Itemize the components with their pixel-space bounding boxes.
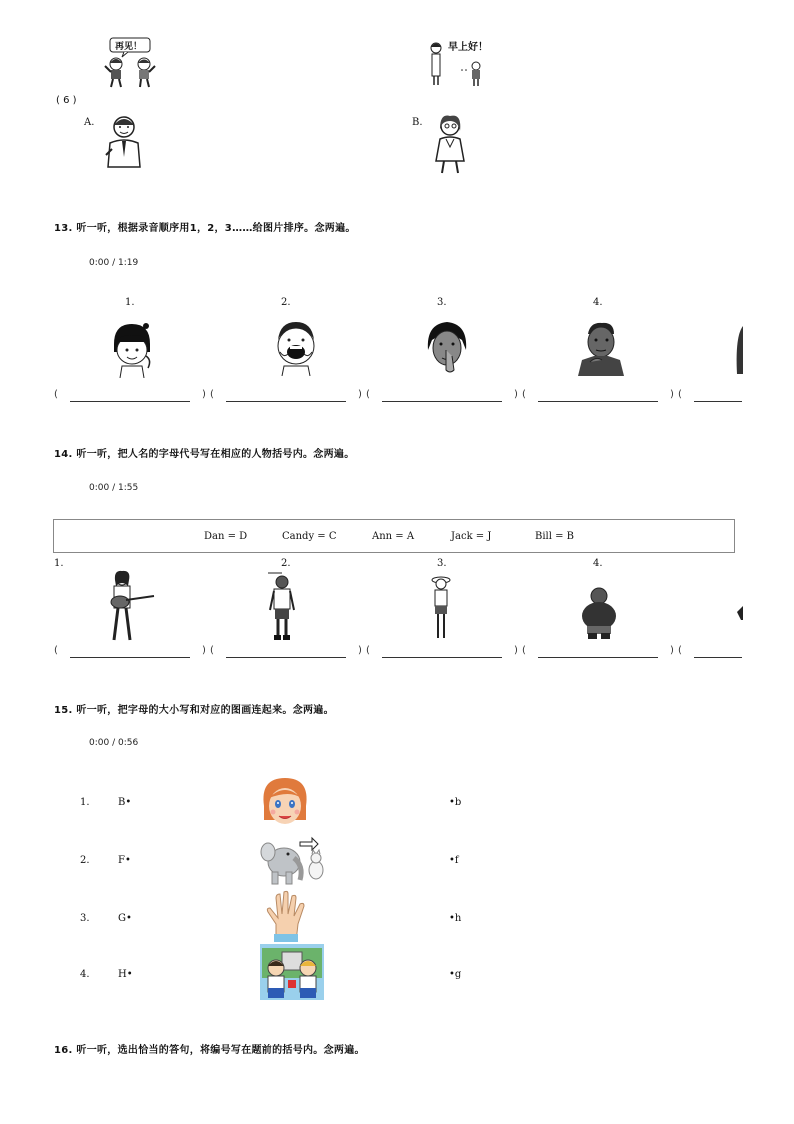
q13-paren-open-5: ( [678, 389, 682, 400]
q14-paren-open-1: ( [54, 645, 58, 656]
q14-paren-close-2: ) [358, 645, 362, 656]
q13-paren-open-3: ( [366, 389, 370, 400]
q14-paren-open-2: ( [210, 645, 214, 656]
q13-audio-player[interactable]: 0:00 / 1:19 [89, 258, 139, 268]
q14-name-candy: Candy = C [282, 531, 337, 542]
q15-row-4-upper[interactable]: H• [118, 969, 133, 980]
q15-row-1-lower[interactable]: •b [449, 797, 462, 808]
q15-row-4-number: 4. [80, 969, 90, 980]
q15-row-1-number: 1. [80, 797, 90, 808]
q13-picture-woman-nose [424, 320, 470, 376]
q13-answer-blank-3[interactable] [382, 401, 502, 402]
q14-number-4: 4. [593, 558, 603, 569]
q15-row-1-upper[interactable]: B• [118, 797, 132, 808]
q14-name-ann: Ann = A [372, 531, 415, 542]
q15-row-4-lower[interactable]: •g [449, 969, 462, 980]
q13-paren-open-2: ( [210, 389, 214, 400]
q14-picture-heavy-boy [578, 586, 620, 640]
q13-number-4: 4. [593, 297, 603, 308]
item-number-6: ( 6 ) [56, 95, 77, 106]
q15-row-3-lower[interactable]: •h [449, 913, 462, 924]
q14-name-bill: Bill = B [535, 531, 575, 542]
q14-answer-blank-5[interactable] [694, 657, 742, 658]
q14-answer-blank-2[interactable] [226, 657, 346, 658]
q13-number-3: 3. [437, 297, 447, 308]
q14-name-jack: Jack = J [451, 531, 492, 542]
bubble-right-text: 早上好！ [448, 42, 488, 53]
q13-answer-blank-4[interactable] [538, 401, 658, 402]
q13-paren-close-3: ) [514, 389, 518, 400]
option-a-man-image [100, 113, 148, 171]
q13-picture-partial [735, 326, 743, 374]
q14-number-2: 2. [281, 558, 291, 569]
q14-picture-girl-hat [430, 574, 452, 642]
q15-picture-face [260, 776, 310, 830]
q14-number-1: 1. [54, 558, 64, 569]
q15-picture-children-school [260, 944, 324, 1000]
q14-paren-close-1: ) [202, 645, 206, 656]
q14-paren-close-3: ) [514, 645, 518, 656]
q13-title: 13. 听一听，根据录音顺序用1，2，3……给图片排序。念两遍。 [54, 223, 356, 234]
q16-title: 16. 听一听，选出恰当的答句，将编号写在题前的括号内。念两遍。 [54, 1045, 365, 1056]
q13-answer-blank-1[interactable] [70, 401, 190, 402]
option-b-label: B. [412, 117, 423, 128]
q14-paren-open-4: ( [522, 645, 526, 656]
q13-paren-close-2: ) [358, 389, 362, 400]
q14-paren-open-3: ( [366, 645, 370, 656]
q15-picture-elephant-cat [260, 836, 328, 886]
q15-row-3-number: 3. [80, 913, 90, 924]
q13-answer-blank-5[interactable] [694, 401, 742, 402]
q14-number-3: 3. [437, 558, 447, 569]
q14-answer-blank-3[interactable] [382, 657, 502, 658]
q15-audio-player[interactable]: 0:00 / 0:56 [89, 738, 139, 748]
q13-picture-boy-mouth [270, 320, 322, 376]
bubble-left-text: 再见！ [115, 42, 143, 52]
q13-number-1: 1. [125, 297, 135, 308]
q13-picture-girl [106, 320, 158, 378]
option-a-label: A. [84, 117, 95, 128]
q15-row-2-number: 2. [80, 855, 90, 866]
q13-paren-open-1: ( [54, 389, 58, 400]
q14-answer-blank-1[interactable] [70, 657, 190, 658]
option-b-woman-image [430, 113, 470, 175]
q15-row-2-upper[interactable]: F• [118, 855, 131, 866]
q15-picture-hand [262, 890, 310, 942]
q13-paren-close-1: ) [202, 389, 206, 400]
q13-number-2: 2. [281, 297, 291, 308]
q14-name-dan: Dan = D [204, 531, 248, 542]
q14-picture-partial [737, 606, 743, 620]
q14-title: 14. 听一听，把人名的字母代号写在相应的人物括号内。念两遍。 [54, 449, 355, 460]
q14-picture-boy-standing [268, 572, 296, 642]
q13-paren-close-4: ) [670, 389, 674, 400]
q14-audio-player[interactable]: 0:00 / 1:55 [89, 483, 139, 493]
q14-answer-blank-4[interactable] [538, 657, 658, 658]
q15-row-3-upper[interactable]: G• [118, 913, 132, 924]
q15-row-2-lower[interactable]: •f [449, 855, 459, 866]
q13-picture-man-neck [578, 320, 624, 376]
q14-paren-close-4: ) [670, 645, 674, 656]
q14-paren-open-5: ( [678, 645, 682, 656]
q13-paren-open-4: ( [522, 389, 526, 400]
q13-answer-blank-2[interactable] [226, 401, 346, 402]
q14-picture-guitar-player [100, 570, 156, 642]
q15-title: 15. 听一听，把字母的大小写和对应的图画连起来。念两遍。 [54, 705, 334, 716]
